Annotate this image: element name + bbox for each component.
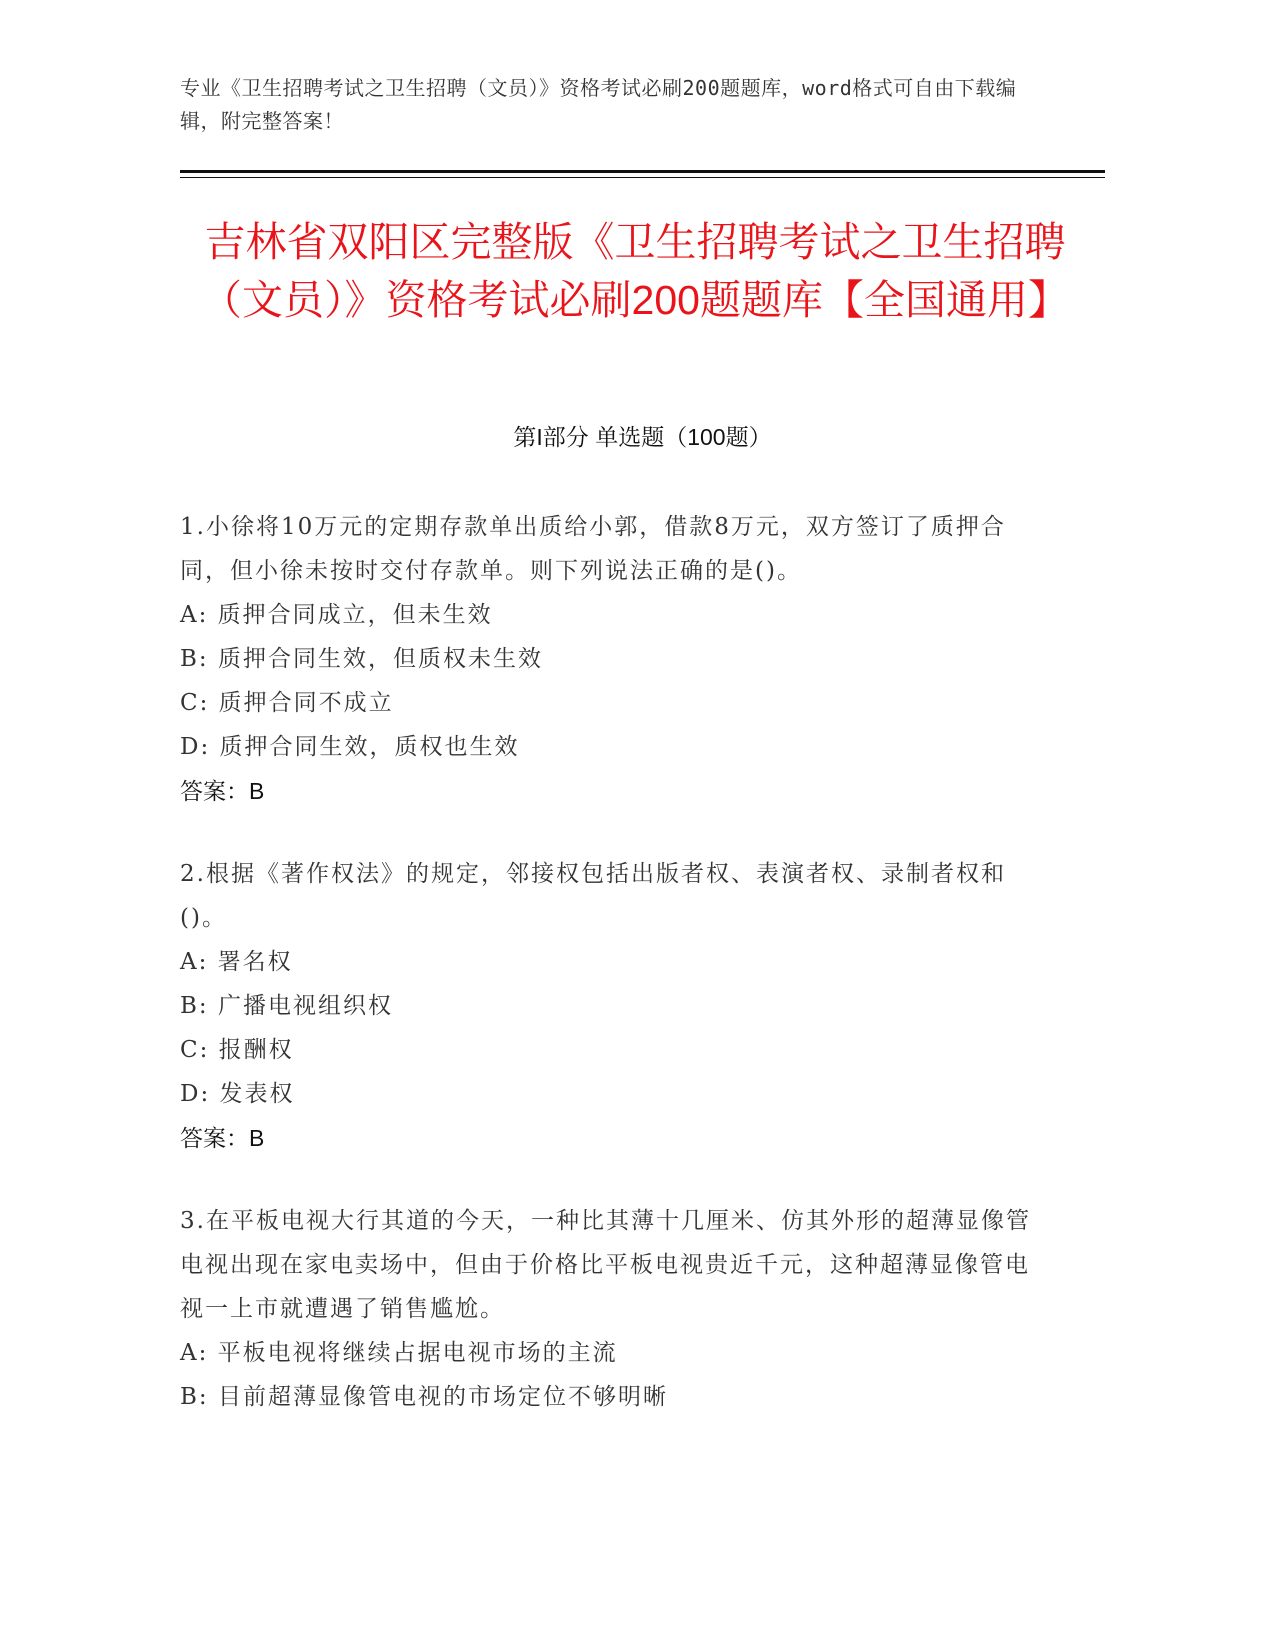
option-a: A: 质押合同成立，但未生效 (180, 602, 493, 628)
option-b: B: 质押合同生效，但质权未生效 (180, 646, 543, 672)
question-stem: 3.在平板电视大行其道的今天，一种比其薄十几厘米、仿其外形的超薄显像管电视出现在家电卖场中，但由于价格比平板电视贵近千元，这种超薄显像管电视一上市就遭遇了销售尴尬。 (180, 1208, 1031, 1322)
option-d: D: 发表权 (180, 1081, 295, 1107)
option-b: B: 目前超薄显像管电视的市场定位不够明晰 (180, 1384, 668, 1410)
section-title: 第I部分 单选题（100题） (513, 424, 772, 450)
document-title: 吉林省双阳区完整版《卫生招聘考试之卫生招聘（文员）》资格考试必刷200题题库【全国通用】 (201, 219, 1069, 323)
question-stem: 2.根据《著作权法》的规定，邻接权包括出版者权、表演者权、录制者权和()。 (180, 861, 1006, 931)
option-d: D: 质押合同生效，质权也生效 (180, 734, 520, 760)
question-1 (180, 505, 1050, 813)
header-divider-thin (180, 177, 1105, 178)
option-c: C: 质押合同不成立 (180, 690, 394, 716)
header-note: 专业《卫生招聘考试之卫生招聘（文员）》资格考试必刷200题题库，word格式可自由下载编辑，附完整答案！ (180, 76, 1017, 133)
header-divider-thick (180, 170, 1105, 173)
answer-line: 答案：B (180, 778, 265, 804)
question-stem: 1.小徐将10万元的定期存款单出质给小郭，借款8万元，双方签订了质押合同，但小徐未按时交付存款单。则下列说法正确的是()。 (180, 514, 1006, 584)
option-a: A: 署名权 (180, 949, 293, 975)
question-list (180, 505, 1050, 1458)
option-c: C: 报酬权 (180, 1037, 294, 1063)
question-2 (180, 852, 1050, 1160)
question-3 (180, 1199, 1050, 1419)
option-a: A: 平板电视将继续占据电视市场的主流 (180, 1340, 618, 1366)
answer-line: 答案：B (180, 1125, 265, 1151)
option-b: B: 广播电视组织权 (180, 993, 393, 1019)
